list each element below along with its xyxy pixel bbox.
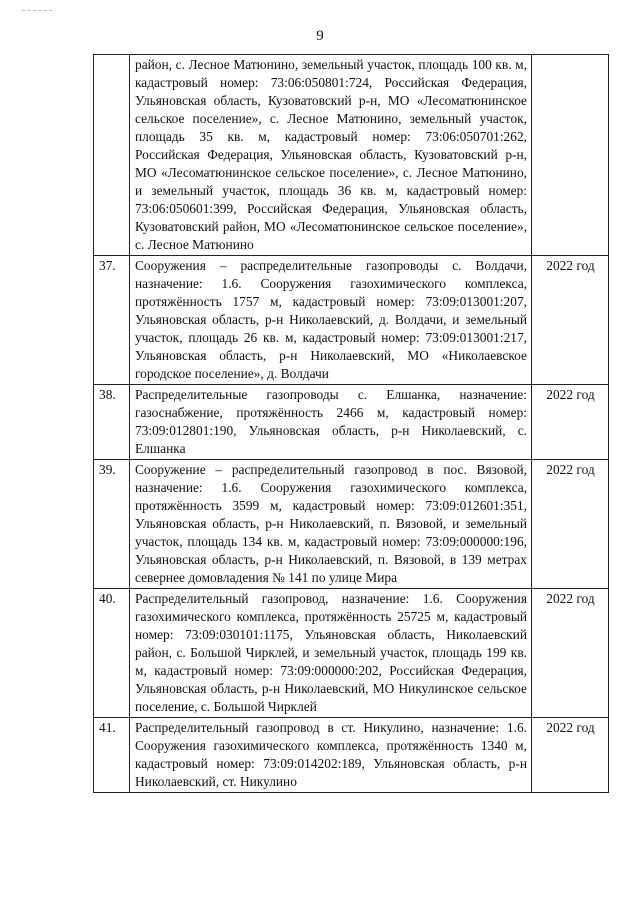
row-number: 37. [94, 256, 130, 385]
row-year: 2022 год [532, 460, 609, 589]
row-number: 41. [94, 718, 130, 793]
table-row [94, 256, 609, 385]
row-year: 2022 год [532, 385, 609, 460]
table-row [94, 55, 609, 256]
row-year: 2022 год [532, 589, 609, 718]
row-description: Сооружения – распределительные газопроводы с. Волдачи, назначение: 1.6. Сооружения газохимического комплекса, протяжённость 1757 м, кадастровый номер: 73:09:013001:207, Ульяновская область, р-н Николаевский, д. Волдачи, и земельный участок, площадь 26 кв. м, кадастровый номер: 73:09:013001:217, Ульяновская область, р-н Николаевский, МО «Николаевское городское поселение», д. Волдачи [130, 256, 532, 385]
row-year [532, 55, 609, 256]
row-number: 38. [94, 385, 130, 460]
table-row [94, 385, 609, 460]
row-description: Распределительный газопровод в ст. Никулино, назначение: 1.6. Сооружения газохимического комплекса, протяжённость 1340 м, кадастровый номер: 73:09:014202:189, Ульяновская область, р-н Николаевский, ст. Никулино [130, 718, 532, 793]
row-number: 40. [94, 589, 130, 718]
row-number [94, 55, 130, 256]
scan-mark [22, 10, 52, 11]
row-year: 2022 год [532, 718, 609, 793]
row-description: Распределительный газопровод, назначение: 1.6. Сооружения газохимического комплекса, протяжённость 25725 м, кадастровый номер: 73:09:030101:1175, Ульяновская область, Николаевский район, с. Большой Чирклей, и земельный участок, площадь 199 кв. м, кадастровый номер: 73:09:000000:202, Российская Федерация, Ульяновская область, р-н Николаевский, МО Никулинское сельское поселение, с. Большой Чирклей [130, 589, 532, 718]
row-description: Распределительные газопроводы с. Елшанка, назначение: газоснабжение, протяжённость 2466 м, кадастровый номер: 73:09:012801:190, Ульяновская область, р-н Николаевский, с. Елшанка [130, 385, 532, 460]
page-number: 9 [316, 28, 324, 44]
row-description: район, с. Лесное Матюнино, земельный участок, площадь 100 кв. м, кадастровый номер: 73:06:050801:724, Российская Федерация, Ульяновская область, Кузоватовский р-н, МО «Лесоматюнинское сельское поселение», с. Лесное Матюнино, земельный участок, площадь 35 кв. м, кадастровый номер: 73:06:050701:262, Российская Федерация, Ульяновская область, Кузоватовский р-н, МО «Лесоматюнинское сельское поселение», с. Лесное Матюнино, и земельный участок, площадь 36 кв. м, кадастровый номер: 73:06:050601:399, Российская Федерация, Ульяновская область, Кузоватовский район, МО «Лесоматюнинское сельское поселение», с. Лесное Матюнино [130, 55, 532, 256]
table-row [94, 589, 609, 718]
table-row [94, 460, 609, 589]
row-description: Сооружение – распределительный газопровод в пос. Вязовой, назначение: 1.6. Сооружения газохимического комплекса, протяжённость 3599 м, кадастровый номер: 73:09:012601:351, Ульяновская область, р-н Николаевский, п. Вязовой, и земельный участок, площадь 134 кв. м, кадастровый номер: 73:09:000000:196, Ульяновская область, р-н Николаевский, п. Вязовой, в 139 метрах севернее домовладения № 141 по улице Мира [130, 460, 532, 589]
row-number: 39. [94, 460, 130, 589]
row-year: 2022 год [532, 256, 609, 385]
table-row [94, 718, 609, 793]
document-table [93, 54, 609, 793]
